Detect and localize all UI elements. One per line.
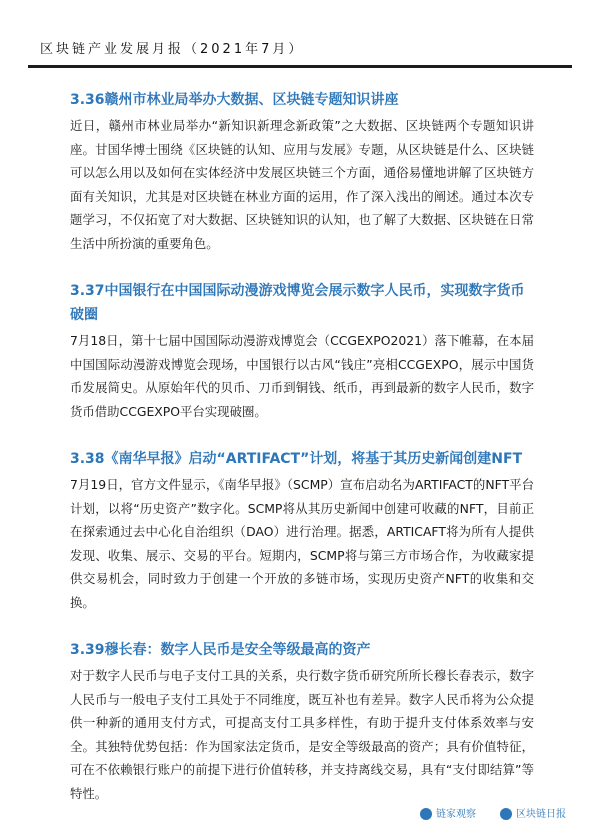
section-heading: 3.37中国银行在中国国际动漫游戏博览会展示数字人民币，实现数字货币破圈 — [70, 283, 525, 323]
article-content — [70, 88, 534, 805]
section-paragraph: 7月18日，第十七届中国国际动漫游戏博览会（CCGEXPO2021）落下帷幕，在本届中国国际动漫游戏博览会现场，中国银行以古风“钱庄”亮相CCGEXPO，展示中国货币发展简史。从原始年代的贝币、刀币到铜钱、纸币，再到最新的数字人民币，数字货币借助CCGEXPO平台实现破圈。 — [70, 333, 534, 419]
news-section — [70, 88, 534, 255]
news-section — [70, 279, 534, 423]
section-paragraph: 7月19日，官方文件显示，《南华早报》（SCMP）宣布启动名为ARTIFACT的NFT平台计划，以将“历史资产”数字化。SCMP将从其历史新闻中创建可收藏的NFT，目前正在探索通过去中心化自治组织（DAO）进行治理。据悉，ARTICAFT将为所有人提供发现、收集、展示、交易的平台。短期内，SCMP将与第三方市场合作，为收藏家提供交易机会，同时致力于创建一个开放的多链市场，实现历史资产NFT的收集和交换。 — [70, 477, 534, 610]
circle-logo-icon — [420, 808, 432, 820]
news-section — [70, 638, 534, 805]
publisher-logo-text: 链家观察 — [436, 809, 476, 820]
header-divider — [28, 65, 572, 68]
section-heading: 3.38《南华早报》启动“ARTIFACT”计划，将基于其历史新闻创建NFT — [70, 451, 523, 467]
footer-logos — [420, 805, 566, 820]
publisher-logo-right — [500, 805, 566, 820]
news-section — [70, 447, 534, 614]
section-paragraph: 对于数字人民币与电子支付工具的关系，央行数字货币研究所所长穆长春表示，数字人民币与一般电子支付工具处于不同维度，既互补也有差异。数字人民币将为公众提供一种新的通用支付方式，可提高支付工具多样性，有助于提升支付体系效率与安全。其独特优势包括：作为国家法定货币，是安全等级最高的资产；具有价值特征，可在不依赖银行账户的前提下进行价值转移，并支持离线交易，具有“支付即结算”等特性。 — [70, 668, 534, 801]
publisher-logo-left — [420, 805, 476, 820]
publisher-logo-text: 区块链日报 — [516, 809, 566, 820]
circle-logo-icon — [500, 808, 512, 820]
section-heading: 3.39穆长春：数字人民币是安全等级最高的资产 — [70, 642, 371, 658]
section-heading: 3.36赣州市林业局举办大数据、区块链专题知识讲座 — [70, 92, 399, 108]
report-header-title: 区块链产业发展月报（2021年7月） — [40, 42, 305, 57]
section-paragraph: 近日，赣州市林业局举办“新知识新理念新政策”之大数据、区块链两个专题知识讲座。甘国华博士围绕《区块链的认知、应用与发展》专题，从区块链是什么、区块链可以怎么用以及如何在实体经济中发展区块链三个方面，通俗易懂地讲解了区块链方面有关知识，尤其是对区块链在林业方面的运用，作了深入浅出的阐述。通过本次专题学习，不仅拓宽了对大数据、区块链知识的认知，也了解了大数据、区块链在日常生活中所扮演的重要角色。 — [70, 118, 534, 251]
